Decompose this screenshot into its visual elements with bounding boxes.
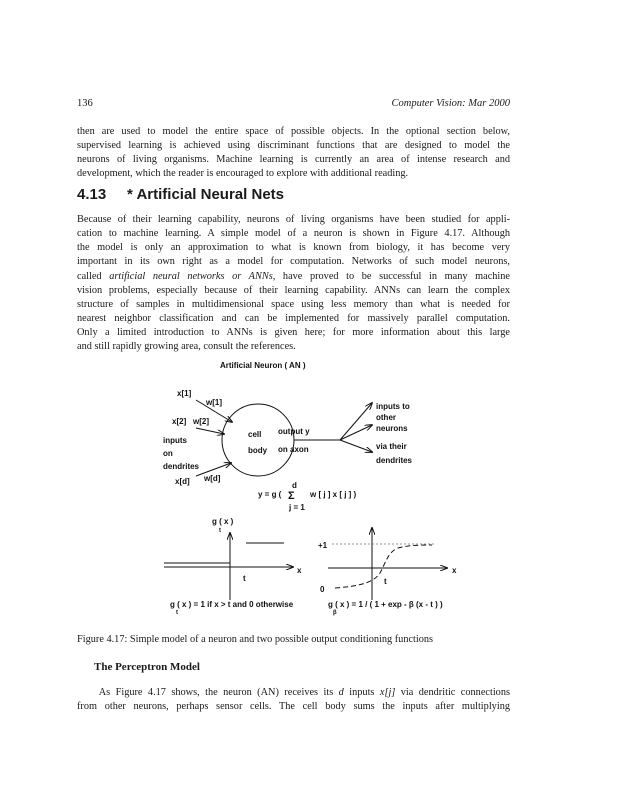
right-plot-caption-sub: β (333, 610, 337, 616)
output-arrow (340, 403, 372, 440)
formula-sigma: Σ (288, 490, 295, 502)
last-line: from other neurons, perhaps sensor cells. The cell body sums the inputs after multiplying (77, 701, 510, 713)
inputs-label: on (163, 449, 173, 458)
weight-label-w1: w[1] (206, 398, 222, 407)
last-paragraph (77, 686, 510, 714)
right-plot-tlabel: t (384, 577, 387, 586)
body-line: Only a limited introduction to ANNs is given here; for more information about this large (77, 327, 510, 339)
weight-label-w2: w[2] (193, 417, 209, 426)
formula-rhs: w [ j ] x [ j ] ) (310, 490, 357, 499)
right-plot-plus-one: +1 (318, 541, 328, 550)
subsection-heading: The Perceptron Model (94, 661, 200, 673)
left-plot-ylabel: g ( x ) (212, 517, 234, 526)
outputs-label: inputs to (376, 402, 410, 411)
right-plot-caption: g ( x ) = 1 / ( 1 + exp - β (x - t ) ) (328, 600, 443, 609)
formula-upper: d (292, 481, 297, 490)
left-plot-xlabel: x (297, 566, 302, 575)
inputs-label: dendrites (163, 462, 200, 471)
body-line: vision problems, especially because of their learning capability. ANNs can learn the complex (77, 284, 510, 296)
body-text: , have proved to be successful in many machine (272, 270, 511, 282)
cell-label: body (248, 446, 268, 455)
left-plot-caption: g ( x ) = 1 if x > t and 0 otherwise (170, 600, 294, 609)
right-plot-xlabel: x (452, 566, 457, 575)
right-plot-zero: 0 (320, 585, 325, 594)
running-title: Computer Vision: Mar 2000 (391, 98, 510, 109)
output-label: output y (278, 427, 310, 436)
last-text: via dendritic connections (395, 687, 510, 698)
intro-line: development, which the reader is encouraged to explore with additional reading. (77, 168, 409, 180)
figure-title: Artificial Neuron ( AN ) (220, 361, 306, 370)
var-xj: x[j] (379, 687, 396, 698)
last-line (77, 686, 510, 700)
outputs-label: via their (376, 442, 407, 451)
input-label-xd: x[d] (175, 477, 190, 486)
ann-term: artificial neural networks or ANNs (109, 270, 273, 282)
intro-line: neurons of living organisms. Machine learning is currently an area of intense research and (77, 154, 510, 166)
axon-label: on axon (278, 445, 309, 454)
outputs-label: other (376, 413, 396, 422)
input-label-x2: x[2] (172, 417, 187, 426)
formula-lower: j = 1 (289, 503, 305, 512)
body-line: Because of their learning capability, neurons of living organisms have been studied for appli- (77, 214, 510, 225)
left-plot-tlabel: t (243, 574, 246, 583)
outputs-label: neurons (376, 424, 408, 433)
cell-body-circle (222, 404, 294, 476)
dendrite-arrow (196, 428, 224, 434)
inputs-label: inputs (163, 436, 187, 445)
left-plot-caption-sub: t (176, 610, 178, 616)
section-title: * Artificial Neural Nets (127, 186, 284, 203)
page-number: 136 (77, 98, 93, 109)
body-line: nearest neighbor classification and can be implemented for massively parallel computation. (77, 313, 510, 325)
body-line: the model is only an approximation to what is known from biology, it has become very (77, 242, 510, 254)
left-plot-ysub: t (219, 528, 221, 534)
body-line: and still rapidly growing area, consult the references. (77, 341, 296, 353)
section-number: 4.13 (77, 186, 107, 203)
var-d: d (338, 687, 344, 698)
input-label-x1: x[1] (177, 389, 192, 398)
body-text: called (77, 270, 110, 282)
last-text: As Figure 4.17 shows, the neuron (AN) receives its (98, 687, 339, 698)
output-arrow (340, 425, 372, 440)
intro-line: supervised learning is achieved using discriminant functions that are designed to model the (77, 140, 510, 152)
cell-label: cell (248, 430, 262, 439)
figure-caption: Figure 4.17: Simple model of a neuron and two possible output conditioning functions (77, 634, 434, 645)
intro-line: then are used to model the entire space of possible objects. In the optional section below, (77, 126, 510, 137)
body-line: important in its own right as a model for computation. Networks of such model neurons, (77, 256, 510, 268)
output-arrow (340, 440, 372, 452)
body-line: cation to machine learning. A simple model of a neuron is shown in Figure 4.17. Although (77, 228, 510, 240)
weight-label-wd: w[d] (204, 474, 221, 483)
body-line: structure of samples in multidimensional space using less memory than what is needed for (77, 298, 510, 310)
formula-lhs: y = g ( (258, 490, 282, 499)
last-text: inputs (343, 687, 380, 698)
outputs-label: dendrites (376, 456, 413, 465)
